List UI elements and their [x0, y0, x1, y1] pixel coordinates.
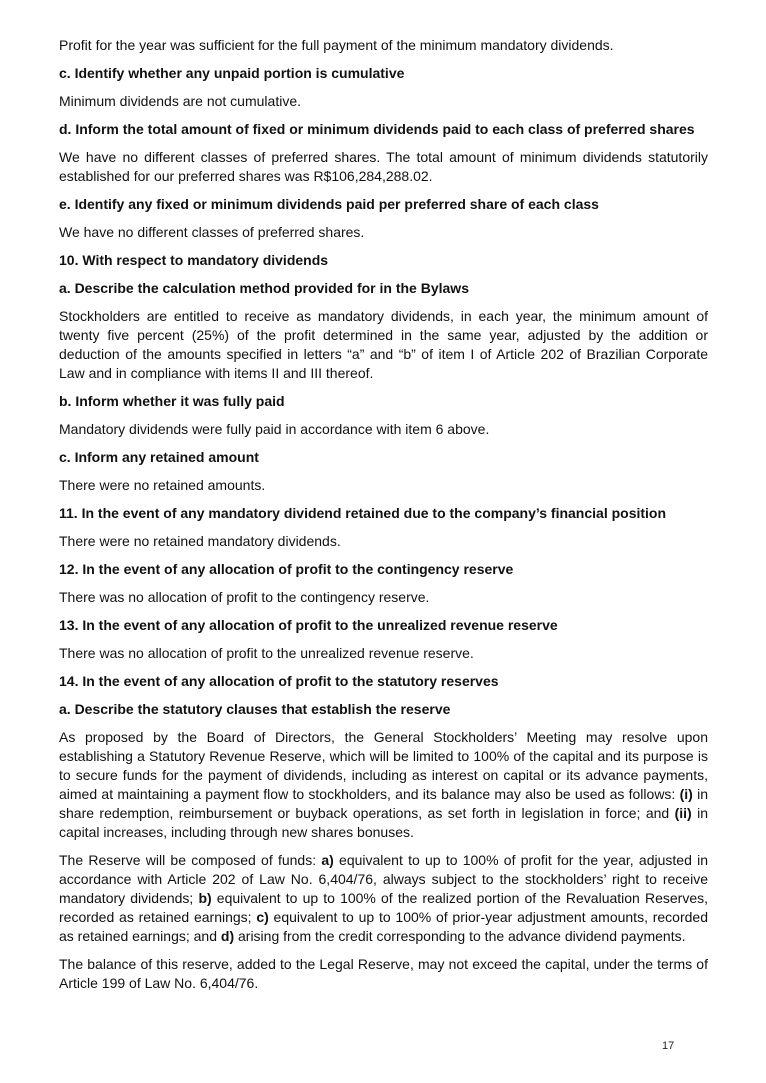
paragraph: There was no allocation of profit to the contingency reserve.: [59, 589, 430, 605]
text-run: As proposed by the Board of Directors, the General Stockholders’ Meeting may resolve upon establishing a Statutory Revenue Reserve, which will be limited to 100% of the capital and its purpose is to secure funds for the payment of dividends, including as interest on capital or its advance payments, aimed at maintaining a payment flow to stockholders, and its balance may also be used as follows:: [59, 729, 708, 802]
bold-marker: a): [321, 852, 334, 868]
paragraph: The balance of this reserve, added to the Legal Reserve, may not exceed the capital, under the terms of Article 199 of Law No. 6,404/76.: [59, 956, 708, 991]
section-heading: 13. In the event of any allocation of profit to the unrealized revenue reserve: [59, 617, 558, 633]
text-run: in capital increases, including through new shares bonuses.: [59, 805, 708, 840]
bold-marker: b): [198, 890, 212, 906]
section-heading: d. Inform the total amount of fixed or minimum dividends paid to each class of preferred shares: [59, 121, 695, 137]
paragraph: Minimum dividends are not cumulative.: [59, 93, 301, 109]
section-heading: c. Inform any retained amount: [59, 449, 259, 465]
document-page: [59, 36, 708, 1002]
paragraph: We have no different classes of preferred shares. The total amount of minimum dividends statutorily established for our preferred shares was R$106,284,288.02.: [59, 149, 708, 184]
paragraph: There was no allocation of profit to the unrealized revenue reserve.: [59, 645, 474, 661]
bold-marker: c): [256, 909, 269, 925]
bold-marker: (i): [679, 786, 693, 802]
section-heading: 14. In the event of any allocation of profit to the statutory reserves: [59, 673, 499, 689]
paragraph: Mandatory dividends were fully paid in accordance with item 6 above.: [59, 421, 490, 437]
paragraph: There were no retained mandatory dividends.: [59, 533, 341, 549]
page-number: 17: [662, 1040, 675, 1052]
paragraph: We have no different classes of preferred shares.: [59, 224, 365, 240]
bold-marker: (ii): [674, 805, 692, 821]
section-heading: b. Inform whether it was fully paid: [59, 393, 285, 409]
text-run: equivalent to up to 100% of prior-year adjustment amounts, recorded as retained earnings; and: [59, 909, 708, 944]
paragraph: There were no retained amounts.: [59, 477, 266, 493]
section-heading: a. Describe the statutory clauses that establish the reserve: [59, 701, 451, 717]
paragraph: [59, 728, 708, 842]
section-heading: 12. In the event of any allocation of profit to the contingency reserve: [59, 561, 514, 577]
text-run: equivalent to up to 100% of the realized portion of the Revaluation Reserves, recorded as retained earnings;: [59, 890, 708, 925]
section-heading: 11. In the event of any mandatory dividend retained due to the company’s financial position: [59, 505, 667, 521]
section-heading: a. Describe the calculation method provided for in the Bylaws: [59, 280, 469, 296]
section-heading: e. Identify any fixed or minimum dividends paid per preferred share of each class: [59, 196, 599, 212]
text-run: The Reserve will be composed of funds:: [59, 852, 322, 868]
paragraph: Profit for the year was sufficient for the full payment of the minimum mandatory dividends.: [59, 37, 614, 53]
text-run: equivalent to up to 100% of profit for the year, adjusted in accordance with Article 202 of Law No. 6,404/76, always subject to the stockholders’ right to receive mandatory dividends;: [59, 852, 708, 906]
paragraph: Stockholders are entitled to receive as mandatory dividends, in each year, the minimum amount of twenty five percent (25%) of the profit determined in the same year, adjusted by the addition or deduction of the amounts specified in letters “a” and “b” of item I of Article 202 of Brazilian Corporate Law and in compliance with items II and III thereof.: [59, 308, 708, 381]
text-run: arising from the credit corresponding to the advance dividend payments.: [234, 928, 686, 944]
section-heading: 10. With respect to mandatory dividends: [59, 252, 329, 268]
paragraph: [59, 851, 708, 946]
section-heading: c. Identify whether any unpaid portion is cumulative: [59, 65, 405, 81]
text-run: in share redemption, reimbursement or buyback operations, as set forth in legislation in force; and: [59, 786, 708, 821]
bold-marker: d): [220, 928, 235, 944]
